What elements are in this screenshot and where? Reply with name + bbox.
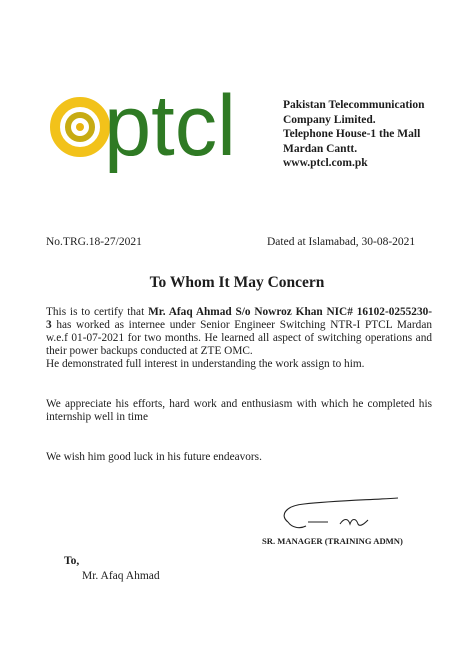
- ptcl-logo-graphic: [46, 55, 246, 205]
- signatory-title: SR. MANAGER (TRAINING ADMN): [262, 536, 403, 546]
- logo-wordmark: ptcl: [104, 78, 236, 174]
- signature-scribble: [270, 494, 420, 538]
- letter-date: Dated at Islamabad, 30-08-2021: [267, 236, 416, 248]
- reference-number: No.TRG.18-27/2021: [46, 236, 142, 248]
- company-address: [283, 98, 463, 171]
- paragraph-line: internship well in time: [46, 411, 148, 423]
- address-line: Mardan Cantt.: [283, 142, 358, 155]
- paragraph-line: [46, 306, 432, 319]
- paragraph-line: w.e.f 01-07-2021 for two months. He learned all aspect of switching operations and: [46, 332, 432, 344]
- appreciation-paragraph: [46, 398, 432, 424]
- address-line: Pakistan Telecommunication: [283, 99, 425, 111]
- ptcl-logo: [46, 55, 246, 205]
- recipient-name: Mr. Afaq Ahmad: [82, 570, 160, 582]
- wishes-paragraph: [46, 451, 432, 464]
- intro-text: This is to certify that: [46, 306, 145, 318]
- logo-ring-center: [76, 123, 84, 131]
- intern-identity: Mr. Afaq Ahmad S/o Nowroz Khan NIC# 16102-0255230-: [148, 306, 433, 318]
- nic-suffix: 3: [46, 319, 52, 331]
- address-line: Telephone House-1 the Mall: [283, 128, 421, 140]
- paragraph-line: We wish him good luck in his future endeavors.: [46, 451, 262, 463]
- paragraph-line: their power backups conducted at ZTE OMC.: [46, 345, 253, 357]
- paragraph-line: We appreciate his efforts, hard work and enthusiasm with which he completed his: [46, 398, 432, 410]
- website-link[interactable]: www.ptcl.com.pk: [283, 157, 368, 169]
- role-text: has worked as internee under Senior Engineer Switching NTR-I PTCL Mardan: [51, 319, 432, 331]
- paragraph-line: [46, 319, 432, 332]
- signature: [270, 494, 420, 538]
- letter-heading: To Whom It May Concern: [149, 274, 325, 291]
- interest-statement: He demonstrated full interest in understanding the work assign to him.: [46, 358, 365, 370]
- certification-paragraph: [46, 306, 432, 371]
- address-line: Company Limited.: [283, 113, 376, 126]
- recipient-label: To,: [64, 555, 80, 567]
